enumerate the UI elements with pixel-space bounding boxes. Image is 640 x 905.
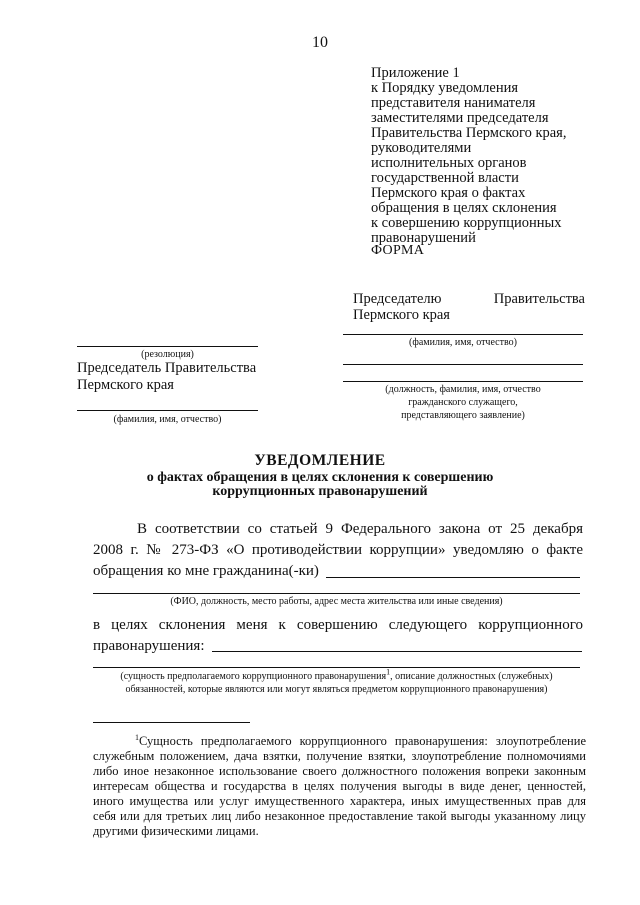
notice-subtitle <box>100 471 540 499</box>
resolution-field[interactable] <box>77 346 258 347</box>
paragraph-line: 2008 г. № 273-ФЗ «О противодействии коррупции» уведомляю о факте <box>93 542 583 558</box>
applicant-field-2[interactable] <box>343 381 583 382</box>
applicant-caption-line: гражданского служащего, <box>408 397 518 408</box>
appendix-line: исполнительных органов <box>371 155 527 171</box>
appendix-line: заместителями председателя <box>371 110 549 126</box>
offense-field-inline[interactable] <box>212 651 582 652</box>
appendix-header <box>371 66 621 246</box>
addressee-region: Пермского края <box>353 307 450 323</box>
subtitle-line: о фактах обращения в целях склонения к совершению <box>146 470 494 485</box>
addressee-word-government: Правительства <box>493 291 585 307</box>
page-number: 10 <box>312 34 328 51</box>
addressee-name-caption: (фамилия, имя, отчество) <box>409 337 517 348</box>
offense-caption <box>93 667 580 696</box>
footnote <box>93 734 586 839</box>
offense-field-full[interactable] <box>93 667 580 668</box>
appendix-line: к совершению коррупционных <box>371 215 562 231</box>
citizen-field-inline[interactable] <box>326 577 580 578</box>
appendix-line: к Порядку уведомления <box>371 80 519 96</box>
addressee-block <box>353 291 585 323</box>
resolution-caption: (резолюция) <box>141 349 194 360</box>
appendix-line: Пермского края о фактах <box>371 185 526 201</box>
applicant-caption-line: (должность, фамилия, имя, отчество <box>385 384 541 395</box>
offense-caption-line: обязанностей, которые являются или могут являться предметом коррупционного правонарушения) <box>125 684 548 695</box>
form-label: ФОРМА <box>371 243 425 258</box>
notice-title: УВЕДОМЛЕНИЕ <box>254 452 386 469</box>
footnote-separator <box>93 722 250 723</box>
resolution-name-caption: (фамилия, имя, отчество) <box>113 414 222 425</box>
appendix-line: Приложение 1 <box>371 65 460 81</box>
addressee-name-field[interactable] <box>343 334 583 335</box>
offense-caption-line: (сущность предполагаемого коррупционного правонарушения$^1$, описание должностных (служебных) <box>120 667 553 682</box>
applicant-caption <box>343 383 583 422</box>
footnote-marker: 1 <box>135 732 139 742</box>
addressee-word-chairman: Председателю <box>353 291 442 307</box>
citizen-field-full[interactable] <box>93 593 580 594</box>
resolution-line: Председатель Правительства <box>77 360 257 376</box>
appendix-line: государственной власти <box>371 170 519 186</box>
resolution-line: Пермского края <box>77 377 174 393</box>
paragraph-line: В соответствии со статьей 9 Федерального закона от 25 декабря <box>137 521 583 537</box>
applicant-field-1[interactable] <box>343 364 583 365</box>
resolution-block <box>77 360 277 394</box>
appendix-line: правонарушений <box>371 230 476 246</box>
paragraph-line: правонарушения: <box>93 638 205 654</box>
subtitle-line: коррупционных правонарушений <box>212 484 428 499</box>
resolution-name-field[interactable] <box>77 410 258 411</box>
paragraph-main <box>93 519 583 582</box>
paragraph-line: обращения ко мне гражданина(-ки) <box>93 563 319 579</box>
appendix-line: обращения в целях склонения <box>371 200 557 216</box>
citizen-caption: (ФИО, должность, место работы, адрес места жительства или иные сведения) <box>170 596 503 607</box>
paragraph-line: в целях склонения меня к совершению следующего коррупционного <box>93 617 583 633</box>
footnote-text: Сущность предполагаемого коррупционного правонарушения: злоупотребление служебным положением, дача взятки, получение взятки, злоупотребление полномочиями либо иное незаконное использование своего должностного положения вопреки законным интересам общества и государства в целях получения выгоды в виде денег, ценностей, иного имущества или услуг имущественного характера, иных имущественных прав для себя или для третьих лиц либо незаконное предоставление такой выгоды указанному лицу другими физическими лицами. <box>93 734 586 838</box>
appendix-line: Правительства Пермского края, <box>371 125 567 141</box>
appendix-line: руководителями <box>371 140 472 156</box>
applicant-caption-line: представляющего заявление) <box>401 410 525 421</box>
appendix-line: представителя нанимателя <box>371 95 536 111</box>
